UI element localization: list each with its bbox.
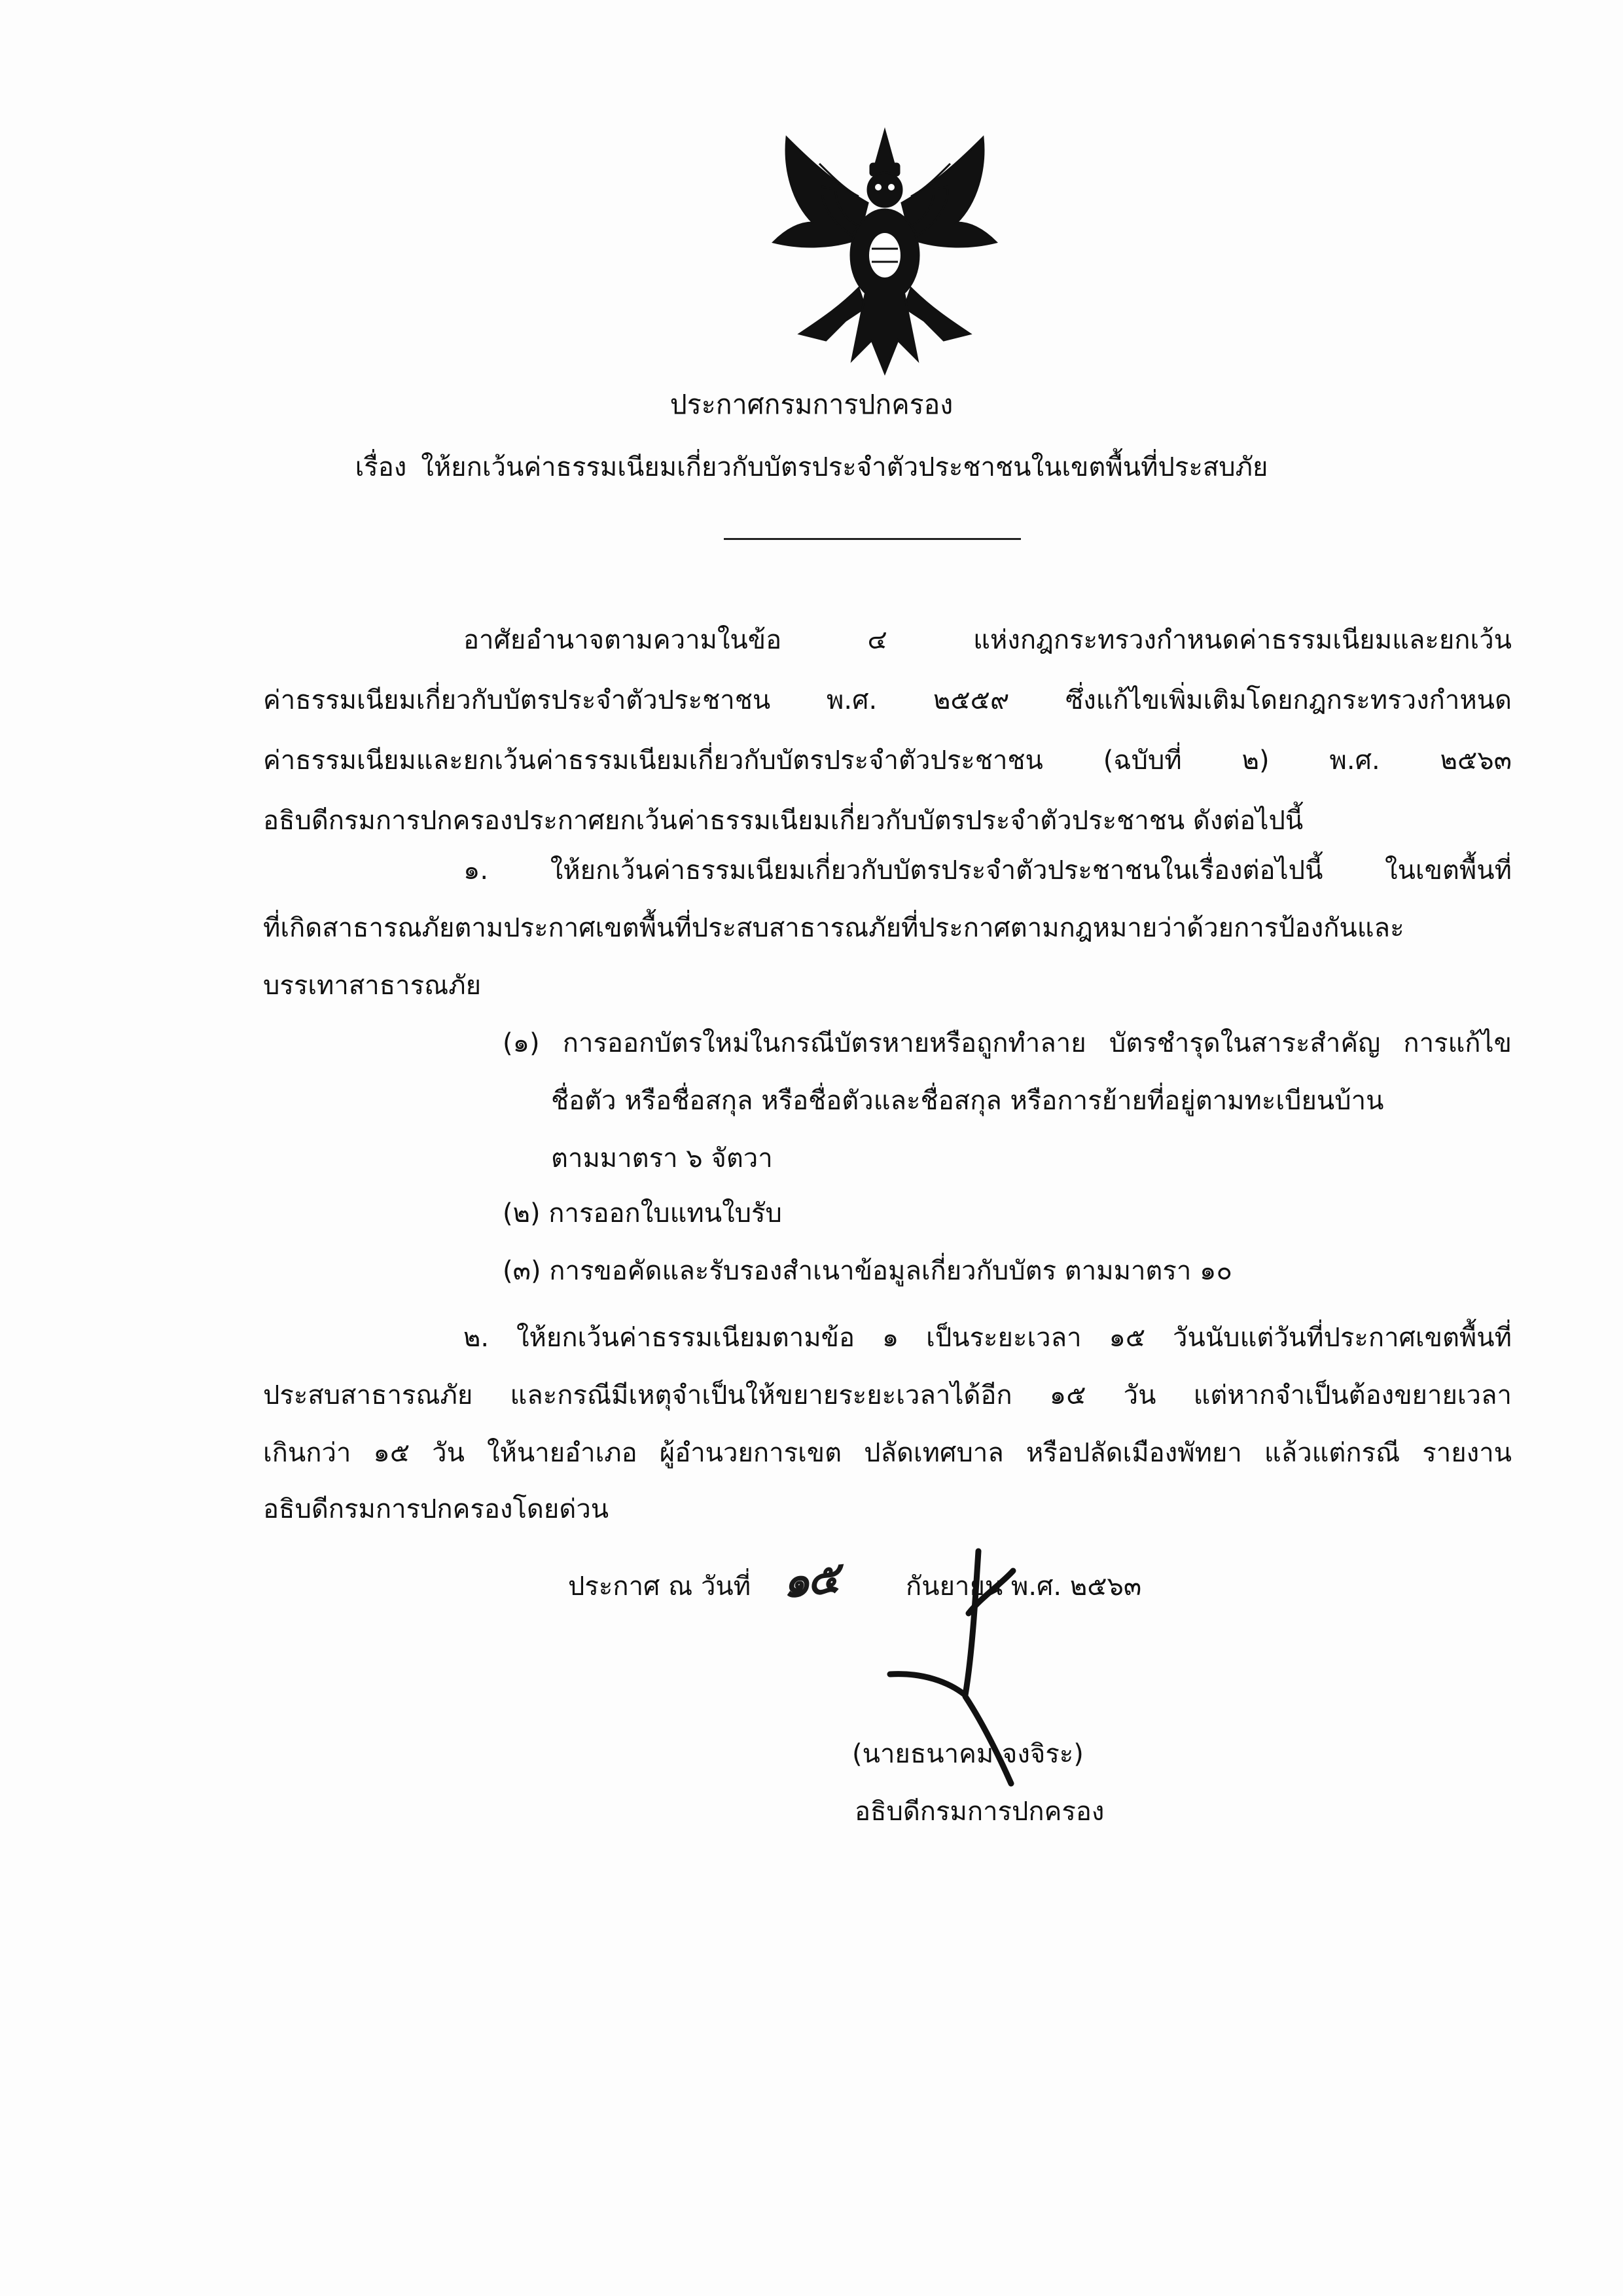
preamble-line: อธิบดีกรมการปกครองประกาศยกเว้นค่าธรรมเนียมเกี่ยวกับบัตรประจำตัวประชาชน ดังต่อไปนี้ xyxy=(263,806,1304,836)
item-1: (๑) การออกบัตรใหม่ในกรณีบัตรหายหรือถูกทำลาย บัตรชำรุดในสาระสำคัญ การแก้ไข xyxy=(503,1028,1512,1058)
announce-date-prefix: ประกาศ ณ วันที่ xyxy=(568,1571,751,1602)
announcement-subject xyxy=(0,448,1623,487)
item-3: (๓) การขอคัดและรับรองสำเนาข้อมูลเกี่ยวกับบัตร ตามมาตรา ๑๐ xyxy=(503,1256,1232,1286)
garuda-emblem-icon xyxy=(747,124,1022,386)
clause-2-line: ประสบสาธารณภัย และกรณีมีเหตุจำเป็นให้ขยายระยะเวลาได้อีก ๑๕ วัน แต่หากจำเป็นต้องขยายเวลา xyxy=(263,1380,1512,1410)
clause-1-line: ที่เกิดสาธารณภัยตามประกาศเขตพื้นที่ประสบสาธารณภัยที่ประกาศตามกฎหมายว่าด้วยการป้องกันและ xyxy=(263,913,1404,943)
item-1-continued: ตามมาตรา ๖ จัตวา xyxy=(551,1143,773,1174)
subject-label: เรื่อง xyxy=(355,452,407,482)
signer-name: (นายธนาคม จงจิระ) xyxy=(852,1739,1084,1769)
signer-title: อธิบดีกรมการปกครอง xyxy=(855,1797,1105,1827)
clause-2-line: เกินกว่า ๑๕ วัน ให้นายอำเภอ ผู้อำนวยการเขต ปลัดเทศบาล หรือปลัดเมืองพัทยา แล้วแต่กรณี รายงาน xyxy=(263,1438,1512,1468)
preamble-line: ค่าธรรมเนียมและยกเว้นค่าธรรมเนียมเกี่ยวกับบัตรประจำตัวประชาชน (ฉบับที่ ๒) พ.ศ. ๒๕๖๓ xyxy=(263,745,1512,776)
clause-2-line: ๒. ให้ยกเว้นค่าธรรมเนียมตามข้อ ๑ เป็นระยะเวลา ๑๕ วันนับแต่วันที่ประกาศเขตพื้นที่ xyxy=(463,1323,1512,1353)
clause-1-line: ๑. ให้ยกเว้นค่าธรรมเนียมเกี่ยวกับบัตรประจำตัวประชาชนในเรื่องต่อไปนี้ ในเขตพื้นที่ xyxy=(463,855,1512,886)
clause-2-line: อธิบดีกรมการปกครองโดยด่วน xyxy=(263,1494,609,1524)
item-2: (๒) การออกใบแทนใบรับ xyxy=(503,1198,782,1229)
announcement-title: ประกาศกรมการปกครอง xyxy=(669,389,954,420)
clause-1-line: บรรเทาสาธารณภัย xyxy=(263,971,482,1001)
preamble-line: ค่าธรรมเนียมเกี่ยวกับบัตรประจำตัวประชาชน พ.ศ. ๒๕๕๙ ซึ่งแก้ไขเพิ่มเติมโดยกฎกระทรวงกำหนด xyxy=(263,685,1512,715)
announce-date-suffix: กันยายน พ.ศ. ๒๕๖๓ xyxy=(906,1571,1142,1602)
item-1-continued: ชื่อตัว หรือชื่อสกุล หรือชื่อตัวและชื่อสกุล หรือการย้ายที่อยู่ตามทะเบียนบ้าน xyxy=(551,1086,1384,1116)
subject-text: ให้ยกเว้นค่าธรรมเนียมเกี่ยวกับบัตรประจำตัวประชาชนในเขตพื้นที่ประสบภัย xyxy=(421,452,1268,482)
announce-day-handwritten: ๑๕ xyxy=(779,1551,840,1609)
title-divider xyxy=(724,538,1021,540)
preamble-line: อาศัยอำนาจตามความในข้อ ๔ แห่งกฎกระทรวงกำหนดค่าธรรมเนียมและยกเว้น xyxy=(463,625,1512,655)
